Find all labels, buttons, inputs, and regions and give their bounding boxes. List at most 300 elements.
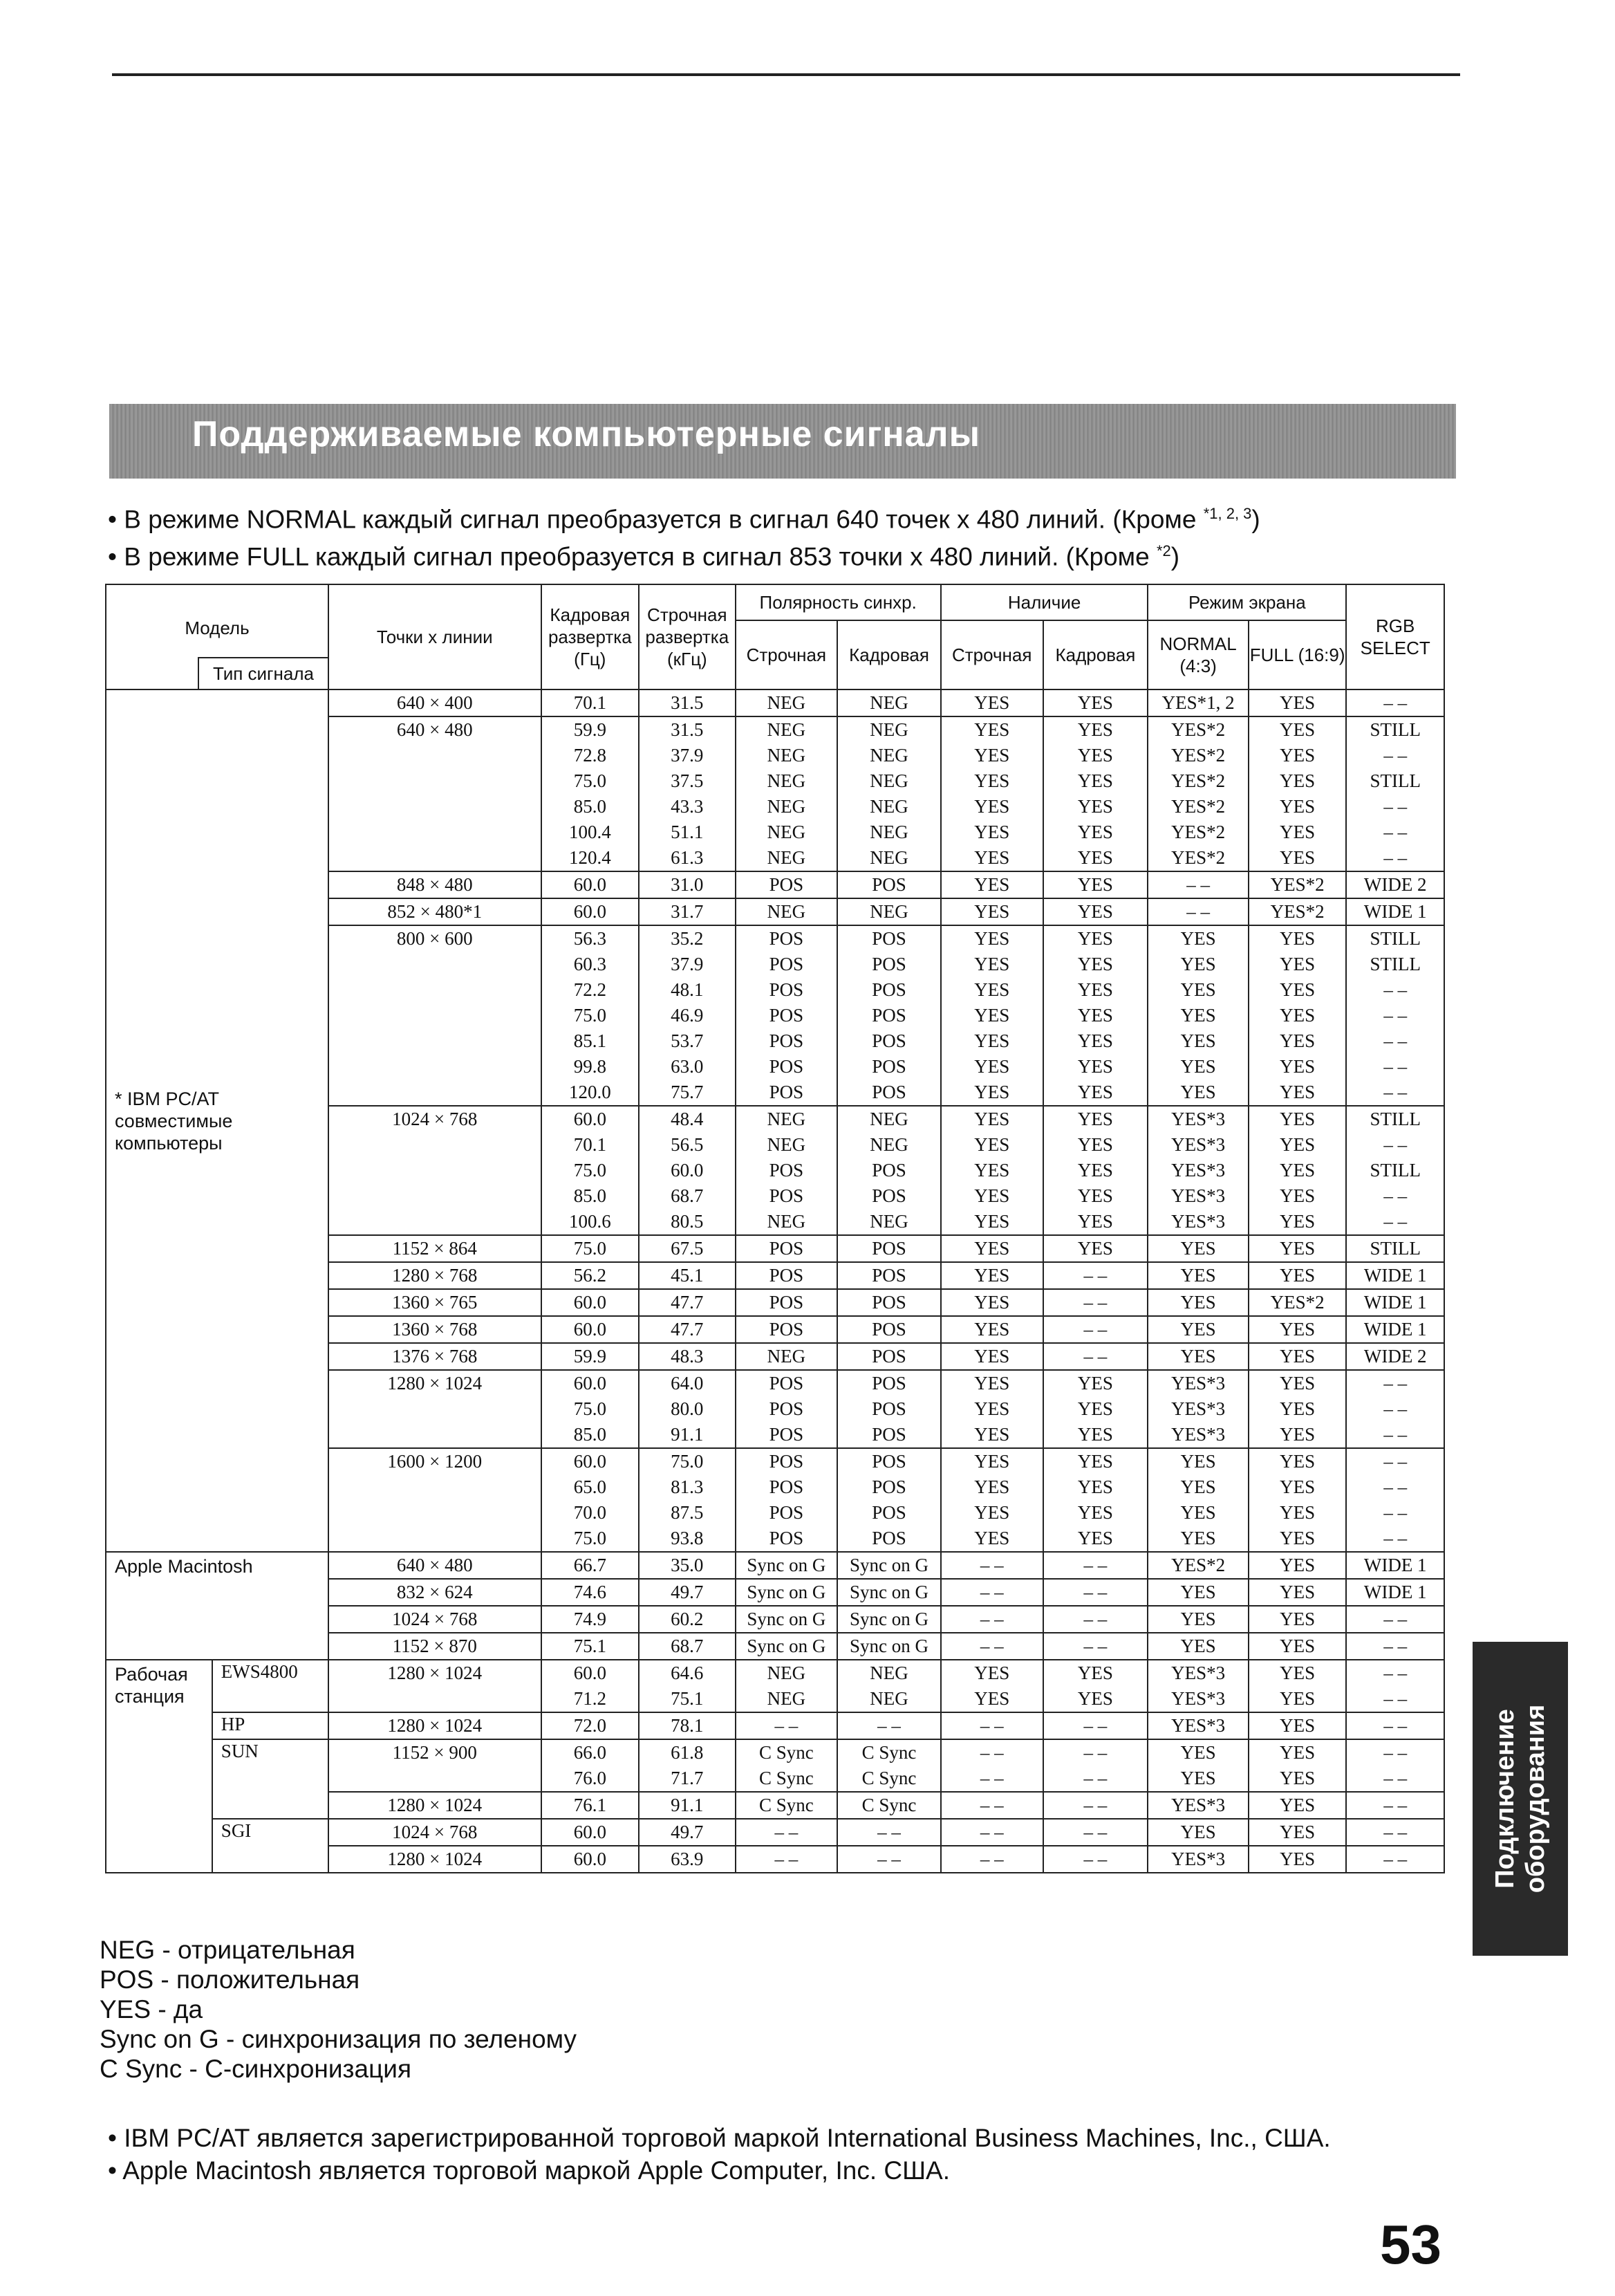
pol-h-value: POS — [769, 1030, 804, 1051]
pres-v-value: YES — [1077, 1373, 1113, 1394]
rgb-value: – – — [1383, 1005, 1408, 1026]
pres-v-cell — [1043, 1289, 1148, 1316]
rgb-cell — [1346, 1579, 1444, 1606]
vfreq-cell — [541, 1633, 640, 1660]
rgb-cell — [1346, 1660, 1444, 1712]
header-normal: NORMAL (4:3) — [1148, 620, 1249, 689]
pres-v-value: – – — [1083, 1265, 1108, 1286]
pres-h-cell — [941, 1579, 1043, 1606]
full-value: YES — [1280, 1398, 1316, 1419]
rgb-value: WIDE 2 — [1363, 874, 1427, 895]
pres-v-value: YES — [1077, 1160, 1113, 1181]
hfreq-value: 31.5 — [671, 719, 704, 740]
vfreq-value: 59.9 — [573, 1346, 606, 1367]
pol-v-value: POS — [872, 1451, 906, 1472]
pres-v-value: YES — [1077, 796, 1113, 817]
pol-v-cell — [837, 1819, 941, 1846]
normal-value: YES*3 — [1171, 1663, 1226, 1683]
full-value: YES — [1280, 1822, 1316, 1842]
rgb-value: – – — [1383, 1134, 1408, 1155]
hfreq-cell — [639, 1739, 735, 1792]
pol-v-cell — [837, 1552, 941, 1579]
rgb-value: WIDE 1 — [1363, 1319, 1427, 1340]
normal-value: YES — [1180, 1582, 1216, 1602]
pres-v-cell — [1043, 1262, 1148, 1289]
rgb-value: WIDE 1 — [1363, 901, 1427, 922]
vfreq-value: 60.0 — [573, 1109, 606, 1129]
pol-h-value: POS — [769, 1005, 804, 1026]
vfreq-cell — [541, 1316, 640, 1343]
full-value: YES — [1280, 1373, 1316, 1394]
hfreq-value: 37.5 — [671, 770, 704, 791]
pol-h-value: – – — [774, 1822, 799, 1842]
pol-v-cell — [837, 1370, 941, 1448]
pol-v-value: – – — [877, 1822, 901, 1842]
pol-h-value: POS — [769, 1265, 804, 1286]
header-presence: Наличие — [941, 584, 1148, 620]
rgb-value: WIDE 2 — [1363, 1346, 1427, 1367]
pres-h-value: YES — [974, 847, 1010, 868]
hfreq-cell — [639, 1262, 735, 1289]
rgb-value: WIDE 1 — [1363, 1555, 1427, 1575]
pres-v-value: YES — [1077, 1476, 1113, 1497]
pres-v-value: – – — [1083, 1742, 1108, 1763]
pres-v-value: YES — [1077, 822, 1113, 842]
vfreq-value: 76.0 — [573, 1768, 606, 1788]
resolution-cell: 1152 × 864 — [328, 1235, 541, 1262]
full-value: YES — [1280, 928, 1316, 949]
resolution-cell: 1280 × 1024 — [328, 1660, 541, 1712]
full-value: YES — [1280, 1424, 1316, 1445]
pres-h-value: YES — [974, 1688, 1010, 1709]
resolution-cell: 852 × 480*1 — [328, 898, 541, 925]
full-value: YES — [1280, 1211, 1316, 1232]
rgb-cell — [1346, 716, 1444, 871]
pol-v-value: NEG — [870, 1663, 908, 1683]
rgb-value: – – — [1383, 1056, 1408, 1077]
hfreq-cell — [639, 716, 735, 871]
pres-v-cell — [1043, 1606, 1148, 1633]
pol-h-cell — [736, 1552, 838, 1579]
full-value: YES — [1280, 1109, 1316, 1129]
header-dots-lines: Точки x линии — [328, 584, 541, 689]
normal-value: YES*3 — [1171, 1185, 1226, 1206]
normal-value: YES — [1180, 1238, 1216, 1259]
pres-h-value: YES — [974, 1109, 1010, 1129]
rgb-value: – – — [1383, 1424, 1408, 1445]
normal-value: YES*3 — [1171, 1373, 1226, 1394]
normal-cell — [1148, 925, 1249, 1106]
pol-h-value: C Sync — [758, 1742, 814, 1763]
pres-v-value: YES — [1077, 1398, 1113, 1419]
full-value: YES — [1280, 1795, 1316, 1815]
normal-value: YES*3 — [1171, 1688, 1226, 1709]
full-cell — [1249, 1106, 1347, 1235]
rgb-value: – – — [1383, 1636, 1408, 1656]
pres-v-value: – – — [1083, 1609, 1108, 1629]
pres-h-value: YES — [974, 1476, 1010, 1497]
resolution-cell: 640 × 480 — [328, 716, 541, 871]
pres-h-value: – – — [980, 1742, 1004, 1763]
pres-h-value: YES — [974, 1211, 1010, 1232]
pol-h-cell — [736, 871, 838, 898]
hfreq-cell — [639, 925, 735, 1106]
hfreq-value: 81.3 — [671, 1476, 704, 1497]
vfreq-value: 71.2 — [573, 1688, 606, 1709]
pol-v-cell — [837, 1792, 941, 1819]
normal-value: YES — [1180, 1292, 1216, 1313]
vfreq-value: 74.6 — [573, 1582, 606, 1602]
rgb-value: STILL — [1370, 928, 1421, 949]
rgb-value: – – — [1383, 692, 1408, 713]
pol-v-value: POS — [872, 979, 906, 1000]
pres-h-value: – – — [980, 1609, 1004, 1629]
rgb-value: – – — [1383, 1476, 1408, 1497]
full-value: YES — [1280, 1768, 1316, 1788]
pres-h-cell — [941, 1370, 1043, 1448]
hfreq-value: 49.7 — [671, 1822, 704, 1842]
pol-h-value: Sync on G — [747, 1555, 826, 1575]
vfreq-cell — [541, 1106, 640, 1235]
full-value: YES — [1280, 1502, 1316, 1523]
pol-v-cell — [837, 1712, 941, 1739]
rgb-value: – – — [1383, 979, 1408, 1000]
rgb-value: – – — [1383, 1451, 1408, 1472]
legend-item: NEG - отрицательная — [100, 1936, 355, 1964]
vfreq-value: 70.1 — [573, 692, 606, 713]
pol-v-value: POS — [872, 1030, 906, 1051]
rgb-value: – – — [1383, 1373, 1408, 1394]
full-cell — [1249, 1739, 1347, 1792]
hfreq-value: 75.7 — [671, 1082, 704, 1102]
rgb-value: – – — [1383, 1688, 1408, 1709]
full-value: YES — [1280, 1476, 1316, 1497]
pres-v-value: YES — [1077, 1005, 1113, 1026]
hfreq-value: 48.3 — [671, 1346, 704, 1367]
hfreq-cell — [639, 1289, 735, 1316]
rgb-value: – – — [1383, 1742, 1408, 1763]
table-row — [106, 1552, 1444, 1579]
station-type-label: HP — [212, 1712, 328, 1739]
vfreq-value: 70.1 — [573, 1134, 606, 1155]
pres-h-value: – – — [980, 1555, 1004, 1575]
section-title-band — [109, 404, 1456, 479]
rgb-value: WIDE 1 — [1363, 1292, 1427, 1313]
hfreq-value: 46.9 — [671, 1005, 704, 1026]
pres-v-value: YES — [1077, 1451, 1113, 1472]
pres-v-value: YES — [1077, 874, 1113, 895]
normal-cell — [1148, 1262, 1249, 1289]
rgb-value: – – — [1383, 1795, 1408, 1815]
pol-v-value: POS — [872, 1082, 906, 1102]
vfreq-value: 85.0 — [573, 1185, 606, 1206]
pol-h-cell — [736, 1235, 838, 1262]
normal-cell — [1148, 1660, 1249, 1712]
hfreq-value: 56.5 — [671, 1134, 704, 1155]
normal-value: YES*3 — [1171, 1211, 1226, 1232]
normal-cell — [1148, 1106, 1249, 1235]
pres-v-cell — [1043, 1552, 1148, 1579]
full-value: YES — [1280, 1849, 1316, 1869]
full-value: YES — [1280, 692, 1316, 713]
vfreq-cell — [541, 1792, 640, 1819]
pres-v-value: YES — [1077, 1109, 1113, 1129]
pol-h-value: POS — [769, 1082, 804, 1102]
resolution-cell: 832 × 624 — [328, 1579, 541, 1606]
pol-h-value: – – — [774, 1849, 799, 1869]
pol-v-cell — [837, 689, 941, 716]
pres-h-value: YES — [974, 1528, 1010, 1548]
signal-table — [105, 584, 1445, 1873]
pol-v-value: NEG — [870, 1134, 908, 1155]
full-cell — [1249, 1660, 1347, 1712]
pol-h-value: NEG — [767, 745, 806, 766]
pol-h-value: POS — [769, 928, 804, 949]
pol-h-value: NEG — [767, 1211, 806, 1232]
rgb-value: – – — [1383, 745, 1408, 766]
pol-v-value: – – — [877, 1849, 901, 1869]
pres-v-value: YES — [1077, 928, 1113, 949]
hfreq-cell — [639, 1846, 735, 1873]
pol-v-value: NEG — [870, 770, 908, 791]
full-cell — [1249, 925, 1347, 1106]
pol-h-value: POS — [769, 954, 804, 974]
normal-value: – – — [1186, 874, 1210, 895]
resolution-cell: 800 × 600 — [328, 925, 541, 1106]
pol-v-cell — [837, 1739, 941, 1792]
pol-v-value: C Sync — [861, 1795, 917, 1815]
vfreq-value: 100.6 — [568, 1211, 611, 1232]
rgb-value: – – — [1383, 1715, 1408, 1736]
pres-h-value: YES — [974, 874, 1010, 895]
hfreq-value: 75.0 — [671, 1451, 704, 1472]
hfreq-value: 35.0 — [671, 1555, 704, 1575]
pres-h-value: YES — [974, 1185, 1010, 1206]
pol-h-value: POS — [769, 1185, 804, 1206]
pres-h-cell — [941, 1633, 1043, 1660]
header-presence-h: Строчная — [941, 620, 1043, 689]
pol-v-value: NEG — [870, 822, 908, 842]
normal-value: YES — [1180, 1030, 1216, 1051]
full-value: YES — [1280, 822, 1316, 842]
rgb-cell — [1346, 1552, 1444, 1579]
hfreq-cell — [639, 1606, 735, 1633]
hfreq-value: 48.4 — [671, 1109, 704, 1129]
hfreq-value: 63.0 — [671, 1056, 704, 1077]
pol-h-value: POS — [769, 979, 804, 1000]
vfreq-cell — [541, 1448, 640, 1552]
pol-h-value: POS — [769, 1373, 804, 1394]
hfreq-value: 31.7 — [671, 901, 704, 922]
pres-h-cell — [941, 1606, 1043, 1633]
normal-value: YES*2 — [1171, 796, 1226, 817]
pol-h-cell — [736, 1370, 838, 1448]
pres-v-value: YES — [1077, 979, 1113, 1000]
pol-v-value: POS — [872, 928, 906, 949]
pol-h-value: POS — [769, 1292, 804, 1313]
full-value: YES — [1280, 1346, 1316, 1367]
pres-v-value: – – — [1083, 1346, 1108, 1367]
header-model: Модель Тип сигнала — [106, 584, 328, 689]
pol-v-value: POS — [872, 1373, 906, 1394]
full-value: YES — [1280, 1082, 1316, 1102]
pol-h-value: NEG — [767, 1134, 806, 1155]
normal-cell — [1148, 716, 1249, 871]
pres-v-value: – – — [1083, 1636, 1108, 1656]
pres-v-cell — [1043, 1448, 1148, 1552]
rgb-cell — [1346, 1343, 1444, 1370]
section-title: Поддерживаемые компьютерные сигналы — [192, 414, 980, 454]
pol-h-value: NEG — [767, 1663, 806, 1683]
vfreq-value: 72.2 — [573, 979, 606, 1000]
pres-v-cell — [1043, 1712, 1148, 1739]
normal-cell — [1148, 1739, 1249, 1792]
pres-h-value: YES — [974, 1056, 1010, 1077]
vfreq-cell — [541, 1235, 640, 1262]
vfreq-cell — [541, 1606, 640, 1633]
pres-v-value: YES — [1077, 1211, 1113, 1232]
pol-v-value: Sync on G — [850, 1609, 929, 1629]
pol-h-value: POS — [769, 1398, 804, 1419]
pol-v-cell — [837, 1262, 941, 1289]
full-cell — [1249, 1343, 1347, 1370]
pres-v-value: – – — [1083, 1715, 1108, 1736]
hfreq-cell — [639, 1579, 735, 1606]
vfreq-value: 120.0 — [568, 1082, 611, 1102]
vfreq-value: 85.0 — [573, 796, 606, 817]
vfreq-value: 75.0 — [573, 770, 606, 791]
hfreq-value: 31.0 — [671, 874, 704, 895]
pres-h-value: YES — [974, 954, 1010, 974]
model-label: * IBM PC/AT совместимые компьютеры — [106, 689, 328, 1552]
normal-value: YES*3 — [1171, 1109, 1226, 1129]
normal-value: YES — [1180, 1451, 1216, 1472]
normal-value: YES*1, 2 — [1161, 692, 1235, 713]
hfreq-cell — [639, 1819, 735, 1846]
pres-v-value: – – — [1083, 1822, 1108, 1842]
full-value: YES — [1280, 847, 1316, 868]
rgb-value: – – — [1383, 847, 1408, 868]
resolution-cell: 1024 × 768 — [328, 1106, 541, 1235]
hfreq-value: 68.7 — [671, 1636, 704, 1656]
vfreq-cell — [541, 1660, 640, 1712]
pol-v-value: POS — [872, 1056, 906, 1077]
pol-v-cell — [837, 925, 941, 1106]
pres-h-value: YES — [974, 1346, 1010, 1367]
vfreq-cell — [541, 1289, 640, 1316]
pres-h-value: YES — [974, 719, 1010, 740]
pol-h-cell — [736, 898, 838, 925]
rgb-value: – – — [1383, 796, 1408, 817]
side-tab-line: оборудования — [1521, 1704, 1550, 1894]
pres-h-cell — [941, 1846, 1043, 1873]
pol-v-cell — [837, 1448, 941, 1552]
pol-v-value: POS — [872, 954, 906, 974]
vfreq-cell — [541, 925, 640, 1106]
pol-h-cell — [736, 1106, 838, 1235]
intro-full-line: • В режиме FULL каждый сигнал преобразуется в сигнал 853 точки x 480 линий. (Кроме $^{*2}$) — [108, 542, 1180, 571]
vfreq-value: 99.8 — [573, 1056, 606, 1077]
pres-v-value: YES — [1077, 1238, 1113, 1259]
hfreq-cell — [639, 1633, 735, 1660]
pres-v-cell — [1043, 1106, 1148, 1235]
hfreq-cell — [639, 1552, 735, 1579]
normal-value: – – — [1186, 901, 1210, 922]
pres-h-value: YES — [974, 1373, 1010, 1394]
hfreq-cell — [639, 1792, 735, 1819]
resolution-cell: 1024 × 768 — [328, 1606, 541, 1633]
normal-value: YES — [1180, 1056, 1216, 1077]
rgb-value: STILL — [1370, 719, 1421, 740]
trademark-notes — [108, 2122, 1331, 2187]
hfreq-value: 45.1 — [671, 1265, 704, 1286]
pol-v-value: POS — [872, 1265, 906, 1286]
vfreq-cell — [541, 1739, 640, 1792]
normal-cell — [1148, 1633, 1249, 1660]
pol-h-value: NEG — [767, 1688, 806, 1709]
pol-v-cell — [837, 1579, 941, 1606]
pres-v-value: – – — [1083, 1768, 1108, 1788]
pol-v-value: POS — [872, 1502, 906, 1523]
resolution-cell: 640 × 400 — [328, 689, 541, 716]
pol-v-value: NEG — [870, 1109, 908, 1129]
hfreq-value: 43.3 — [671, 796, 704, 817]
pres-v-value: YES — [1077, 847, 1113, 868]
pres-h-value: YES — [974, 1319, 1010, 1340]
pres-h-cell — [941, 1819, 1043, 1846]
resolution-cell: 1280 × 1024 — [328, 1370, 541, 1448]
pres-h-cell — [941, 1106, 1043, 1235]
hfreq-value: 35.2 — [671, 928, 704, 949]
pol-h-value: Sync on G — [747, 1636, 826, 1656]
trademark-note: • IBM PC/AT является зарегистрированной торговой маркой International Business Machines, Inc., США. — [108, 2124, 1331, 2152]
full-value: YES — [1280, 1582, 1316, 1602]
legend-item: C Sync - C-синхронизация — [100, 2055, 411, 2083]
resolution-cell: 1280 × 1024 — [328, 1712, 541, 1739]
normal-cell — [1148, 1370, 1249, 1448]
pres-v-value: – – — [1083, 1849, 1108, 1869]
table-row — [106, 1660, 1444, 1712]
header-polarity-h: Строчная — [736, 620, 838, 689]
full-cell — [1249, 1712, 1347, 1739]
rgb-cell — [1346, 871, 1444, 898]
header-polarity: Полярность синхр. — [736, 584, 941, 620]
full-cell — [1249, 1633, 1347, 1660]
vfreq-value: 60.0 — [573, 1373, 606, 1394]
pol-h-value: POS — [769, 1319, 804, 1340]
pres-v-value: YES — [1077, 1528, 1113, 1548]
pol-v-value: POS — [872, 1346, 906, 1367]
rgb-cell — [1346, 1792, 1444, 1819]
normal-cell — [1148, 1792, 1249, 1819]
rgb-value: – – — [1383, 1528, 1408, 1548]
vfreq-value: 85.1 — [573, 1030, 606, 1051]
pres-v-value: – – — [1083, 1582, 1108, 1602]
resolution-cell: 1152 × 900 — [328, 1739, 541, 1792]
vfreq-value: 100.4 — [568, 822, 611, 842]
hfreq-value: 80.5 — [671, 1211, 704, 1232]
pres-h-value: – – — [980, 1582, 1004, 1602]
pol-v-value: POS — [872, 1185, 906, 1206]
rgb-cell — [1346, 1712, 1444, 1739]
full-value: YES — [1280, 1528, 1316, 1548]
pres-h-value: YES — [974, 1005, 1010, 1026]
normal-value: YES — [1180, 979, 1216, 1000]
hfreq-value: 64.0 — [671, 1373, 704, 1394]
pres-h-cell — [941, 1739, 1043, 1792]
rgb-value: STILL — [1370, 1109, 1421, 1129]
rgb-cell — [1346, 1633, 1444, 1660]
